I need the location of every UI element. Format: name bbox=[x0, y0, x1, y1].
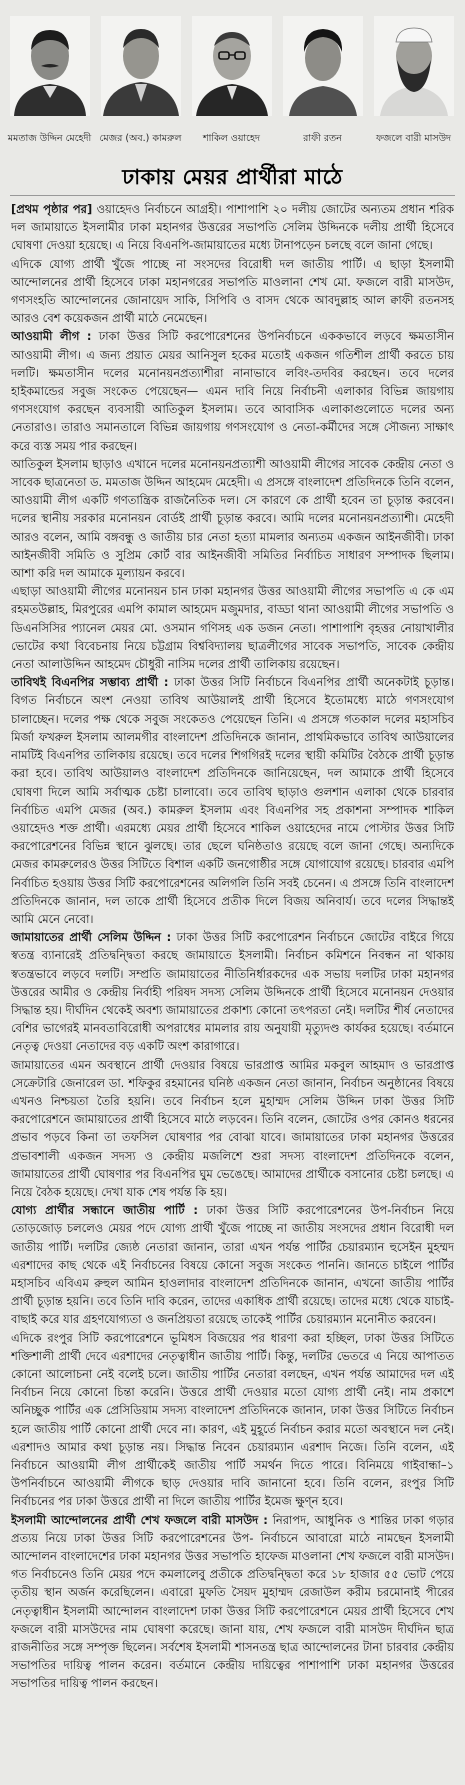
paragraph-heading: আওয়ামী লীগ : bbox=[11, 329, 92, 344]
divider bbox=[10, 195, 455, 196]
person-photo-icon bbox=[10, 16, 90, 116]
article-paragraph bbox=[11, 1511, 454, 1693]
paragraph-text: এদিকে যোগ্য প্রার্থী খুঁজে পাচ্ছে না সংসদের বিরোধী দল জাতীয় পার্টি। এ ছাড়া ইসলামী আন্দোলনের প্রার্থী হিসেবে ঢাকা মহানগরের সভাপতি মাওলানা শেখ মো. ফজলে বারী মাসউদ, গণসংহতি আন্দোলনের জোনায়েদ সাকি, সিপিবি ও বাসদ থেকে আবদুল্লাহ আল ক্বাফী রতনসহ আরও বেশ কয়েকজন প্রার্থী মাঠে নেমেছেন। bbox=[11, 256, 454, 326]
article-paragraph bbox=[11, 455, 454, 582]
paragraph-heading: যোগ্য প্রার্থীর সন্ধানে জাতীয় পার্টি : bbox=[11, 1203, 198, 1218]
person-photo-icon bbox=[101, 16, 181, 116]
candidate-card bbox=[4, 4, 95, 154]
article-paragraph bbox=[11, 1329, 454, 1511]
article-paragraph bbox=[11, 928, 454, 1055]
paragraph-heading: [প্রথম পৃষ্ঠার পর] bbox=[11, 202, 93, 216]
paragraph-text: ওয়াহেদও নির্বাচনে আগ্রহী। পাশাপাশি ২০ দলীয় জোটের অন্যতম প্রধান শরিক দল জামায়াতে ইসলামীর ঢাকা মহানগর উত্তরের সভাপতি সেলিম উদ্দিনকে দলীয় প্রার্থী হিসেবে ঘোষণা দেওয়া হয়েছে। এ নিয়ে বিএনপি-জামায়াতের মধ্যে টানাপড়েন চলছে বলে জানা গেছে। bbox=[11, 202, 454, 253]
paragraph-heading: জামায়াতের প্রার্থী সেলিম উদ্দিন : bbox=[11, 930, 172, 945]
person-photo-icon bbox=[283, 16, 363, 116]
paragraph-text: এদিকে রংপুর সিটি করপোরেশনে ভূমিধস বিজয়ের পর ধারণা করা হচ্ছিল, ঢাকা উত্তর সিটিতে শক্তিশালী প্রার্থী দেবে এরশাদের নেতৃত্বাধীন জাতীয় পার্টি। কিন্তু, দলটির ভেতরে এ নিয়ে আপাতত কোনো আলোচনা নেই বলেই চলে। জাতীয় পার্টির নেতারা বলছেন, এখন পর্যন্ত আমাদের দল এই নির্বাচন নিয়ে কোনো চিন্তা করেনি। উত্তরে প্রার্থী দেওয়ার মতো যোগ্য প্রার্থী নেই। নাম প্রকাশে অনিচ্ছুক পার্টির এক প্রেসিডিয়াম সদস্য বাংলাদেশ প্রতিদিনকে জানান, ঢাকা উত্তর সিটিতে নির্বাচন হলে জাতীয় পার্টি কোনো প্রার্থী দেবে না। কারণ, এই মুহূর্তে নির্বাচন করার মতো অবস্থানে দল নেই। এরশাদও আমার কথা চূড়ান্ত নয়। সিদ্ধান্ত নিবেন চেয়ারম্যান এরশাদ নিজে। তিনি বলেন, এই নির্বাচনে আওয়ামী লীগ প্রার্থীকেই জাতীয় পার্টি সমর্থন দিতে পারে। বিনিময়ে গাইবান্ধা–১ উপনির্বাচনে আওয়ামী লীগকে ছাড় দেওয়ার দাবি জানানো হবে। তিনি বলেন, রংপুর সিটি নির্বাচনের পর ঢাকা উত্তরে প্রার্থী না দিলে জাতীয় পার্টির ইমেজ ক্ষুণ্ন হবে। bbox=[11, 1330, 454, 1509]
candidate-card bbox=[186, 4, 277, 154]
article-paragraph bbox=[11, 582, 454, 673]
paragraph-text: ঢাকা উত্তর সিটি করপোরেশনের উপনির্বাচনে এককভাবে লড়বে ক্ষমতাসীন আওয়ামী লীগ। এ জন্য প্রয়াত মেয়র আনিসুল হকের মতোই একজন গতিশীল প্রার্থী করতে চায় দলটি। ক্ষমতাসীন দলের মনোনয়নপ্রত্যাশীরা নানাভাবে লবিং-তদবির করছেন। তবে দলের হাইকমান্ডের সবুজ সংকেত পেয়েছেন— এমন দাবি নিয়ে নির্বাচনী এলাকার বিভিন্ন জায়গায় গণসংযোগ করছেন ব্যবসায়ী আতিকুল ইসলাম। তবে আবাসিক এলাকাগুলোতে দলের অন্য নেতারাও। তারাও সমানতালে বিভিন্ন জায়গায় গণসংযোগ ও নেতা-কর্মীদের সঙ্গে সৌজন্য সাক্ষাৎ করে ব্যস্ত সময় পার করছেন। bbox=[11, 329, 454, 453]
person-photo-icon bbox=[192, 16, 272, 116]
paragraph-text: নিরাপদ, আধুনিক ও শান্তির ঢাকা গড়ার প্রত্যয় নিয়ে ঢাকা উত্তর সিটি করপোরেশনের উপ- নির্বাচনে আবারো মাঠে নামছেন ইসলামী আন্দোলন বাংলাদেশের ঢাকা মহানগর উত্তর সভাপতি হাফেজ মাওলানা শেখ ফজলে বারী মাসউদ। গত নির্বাচনেও তিনি মেয়র পদে কমলালেবু প্রতীকে প্রতিদ্বন্দ্বিতা করে ১৮ হাজার ৫৫ ভোট পেয়ে তৃতীয় স্থান অর্জন করেছিলেন। এবারো মুফতি সৈয়দ মুহাম্মদ রেজাউল করীম চরমোনাই পীরের নেতৃত্বাধীন ইসলামী আন্দোলন বাংলাদেশ ঢাকা উত্তর সিটি করপোরেশনে মেয়র প্রার্থী হিসেবে শেখ ফজলে বারী মাসউদের নাম ঘোষণা করেছে। জানা যায়, শেখ ফজলে বারী মাসউদ দীর্ঘদিন ছাত্র রাজনীতির সঙ্গে সম্পৃক্ত ছিলেন। সর্বশেষ ইসলামী শাসনতন্ত্র ছাত্র আন্দোলনের টানা চারবার কেন্দ্রীয় সভাপতির দায়িত্ব পালন করেন। বর্তমানে কেন্দ্রীয় দায়িত্বের পাশাপাশি ঢাকা মহানগর উত্তরের সভাপতির দায়িত্ব পালন করছেন। bbox=[11, 1512, 454, 1691]
paragraph-text: ঢাকা উত্তর সিটি নির্বাচনে বিএনপির প্রার্থী অনেকটাই চূড়ান্ত। বিগত নির্বাচনে অংশ নেওয়া তাবিথ আউয়ালই প্রার্থী হিসেবে ইতোমধ্যে মাঠে গণসংযোগ চালাচ্ছেন। দলের পক্ষ থেকে সবুজ সংকেতও পেয়েছেন তিনি। এ প্রসঙ্গে গতকাল দলের মহাসচিব মির্জা ফখরুল ইসলাম আলমগীর বাংলাদেশ প্রতিদিনকে জানান, প্রাথমিকভাবে তাবিথ আউয়ালের নামটিই বিএনপির তালিকায় রয়েছে। তবে দলের শিগগিরই দলের স্থায়ী কমিটির বৈঠকে প্রার্থী চূড়ান্ত করা হবে। তাবিথ আউয়ালও বাংলাদেশ প্রতিদিনকে জানিয়েছেন, দল আমাকে প্রার্থী হিসেবে ঘোষণা দিলে আমি সর্বাত্মক চেষ্টা চালাবো। তবে তাবিথ ছাড়াও গুলশান এলাকা থেকে চারবার নির্বাচিত এমপি মেজর (অব.) কামরুল ইসলাম এবং বিএনপির সহ প্রকাশনা সম্পাদক শাকিল ওয়াহেদও শক্ত প্রার্থী। এরমধ্যে মেয়র প্রার্থী হিসেবে শাকিল ওয়াহেদের নামে পোস্টার উত্তর সিটি করপোরেশনের বিভিন্ন স্থানে ঝুলছে। তার ছেলে ঘনিষ্ঠতাও রয়েছে বলে জানা গেছে। অন্যদিকে মেজর কামরুলেরও উত্তর সিটিতে বিশাল একটি জনগোষ্ঠীর সঙ্গে যোগাযোগ রয়েছে। চারবার এমপি নির্বাচিত হওয়ায় উত্তর সিটি করপোরেশনের অলিগলি তিনি সবই চেনেন। এ প্রসঙ্গে তিনি বাংলাদেশ প্রতিদিনকে জানান, দল তাকে প্রার্থী হিসেবে প্রতীক দিলে বিজয় অনিবার্য। তবে দলের সিদ্ধান্তই আমি মেনে নেবো। bbox=[11, 675, 454, 926]
article-paragraph bbox=[11, 1201, 454, 1328]
headline: ঢাকায় মেয়র প্রার্থীরা মাঠে bbox=[122, 165, 343, 189]
article-paragraph bbox=[11, 673, 454, 928]
article-paragraph bbox=[11, 200, 454, 255]
article-paragraph bbox=[11, 1056, 454, 1202]
article-paragraph bbox=[11, 327, 454, 454]
candidate-name: শাকিল ওয়াহেদ bbox=[203, 133, 260, 144]
paragraph-text: ঢাকা উত্তর সিটি করপোরেশন নির্বাচনে জোটের বাইরে গিয়ে স্বতন্ত্র ব্যানারেই প্রতিদ্বন্দ্বিতা করছে জামায়াতে ইসলামী। নির্বাচন কমিশনে নিবন্ধন না থাকায় স্বতন্ত্রভাবে লড়বে দলটি। সম্প্রতি জামায়াতের নীতিনির্ধারকদের এক সভায় দলটির ঢাকা মহানগর উত্তরের আমীর ও কেন্দ্রীয় নির্বাহী পরিষদ সদস্য সেলিম উদ্দিনকে প্রার্থী হিসেবে মনোনয়ন দেওয়ার সিদ্ধান্ত হয়। দীর্ঘদিন থেকেই অবশ্য জামায়াতের প্রকাশ্য কোনো তৎপরতা নেই। দলটির শীর্ষ নেতাদের বেশির ভাগেরই মানবতাবিরোধী অপরাধের মামলার রায় অনুযায়ী মৃত্যুদণ্ড কার্যকর হয়েছে। বর্তমানে নেতৃত্ব দেওয়া নেতাদের বড় একটি অংশ কারাগারে। bbox=[11, 930, 454, 1054]
candidate-card bbox=[277, 4, 368, 154]
candidate-card bbox=[95, 4, 186, 154]
article-body bbox=[11, 200, 454, 1780]
candidate-card bbox=[368, 4, 459, 154]
paragraph-text: ঢাকা উত্তর সিটি করপোরেশনের উপ-নির্বাচন নিয়ে তোড়জোড় চললেও মেয়র পদে যোগ্য প্রার্থী খুঁজে পাচ্ছে না জাতীয় সংসদের প্রধান বিরোধী দল জাতীয় পার্টি। দলটির জ্যেষ্ঠ নেতারা জানান, তারা এখন পর্যন্ত পার্টির চেয়ারম্যান হুসেইন মুহম্মদ এরশাদের কাছ থেকে এই নির্বাচনের বিষয়ে কোনো সবুজ সংকেত পাননি। জানতে চাইলে পার্টির মহাসচিব এবিএম রুহুল আমিন হাওলাদার বাংলাদেশ প্রতিদিনকে জানান, এখনো জাতীয় পার্টির প্রার্থী চূড়ান্ত হয়নি। তবে তিনি দাবি করেন, তাদের একাধিক প্রার্থী রয়েছে। তাদের মধ্যে থেকে যাচাই-বাছাই করে যার গ্রহণযোগ্যতা ও জনপ্রিয়তা রয়েছে তাকেই পার্টির চেয়ারম্যান মনোনীত করবেন। bbox=[11, 1203, 454, 1327]
candidate-name: রাফী রতন bbox=[303, 133, 342, 144]
candidate-photo-strip bbox=[4, 4, 461, 154]
paragraph-heading: ইসলামী আন্দোলনের প্রার্থী শেখ ফজলে বারী মাসউদ : bbox=[11, 1512, 268, 1527]
paragraph-text: জামায়াতের এমন অবস্থানে প্রার্থী দেওয়ার বিষয়ে ভারপ্রাপ্ত আমির মকবুল আহমাদ ও ভারপ্রাপ্ত সেক্রেটারি জেনারেল ডা. শফিকুর রহমানের ঘনিষ্ঠ একজন নেতা জানান, নির্বাচন অনুষ্ঠানের বিষয়ে এখনও নিশ্চয়তা তৈরি হয়নি। তবে নির্বাচন হলে মুহাম্মদ সেলিম উদ্দিন ঢাকা উত্তর সিটি করপোরেশনে জামায়াতের প্রার্থী হিসেবে মাঠে লড়বেন। তিনি বলেন, জোটের ওপর কোনও ধরনের প্রভাব পড়বে কিনা তা তফসিল ঘোষণার পর বোঝা যাবে। জামায়াতের ঢাকা মহানগর উত্তরের প্রভাবশালী একজন সদস্য ও কেন্দ্রীয় মজলিশে শুরা সদস্য বাংলাদেশ প্রতিদিনকে বলেন, জামায়াতের প্রার্থী ঘোষণার পর বিএনপির ঘুম ভেঙেছে। আমাদের প্রার্থীকে বসানোর চেষ্টা চলছে। এ নিয়ে বৈঠক হয়েছে। দেখা যাক শেষ পর্যন্ত কি হয়। bbox=[11, 1057, 454, 1199]
candidate-name: ফজলে বারী মাসউদ bbox=[375, 133, 452, 144]
candidate-name: মেজর (অব.) কামরুল bbox=[99, 133, 182, 144]
candidate-name: মমতাজ উদ্দিন মেহেদী bbox=[7, 133, 92, 144]
paragraph-heading: তাবিথই বিএনপির সম্ভাব্য প্রার্থী : bbox=[11, 675, 169, 690]
article-paragraph bbox=[11, 255, 454, 328]
person-photo-icon bbox=[374, 16, 454, 116]
paragraph-text: আতিকুল ইসলাম ছাড়াও এখানে দলের মনোনয়নপ্রত্যাশী আওয়ামী লীগের সাবেক কেন্দ্রীয় নেতা ও সাবেক ছাত্রনেতা ড. মমতাজ উদ্দিন আহমেদ মেহেদী। এ প্রসঙ্গে বাংলাদেশ প্রতিদিনকে তিনি বলেন, আওয়ামী লীগ একটি গণতান্ত্রিক রাজনৈতিক দল। সে কারণে কে প্রার্থী হবেন তা চূড়ান্ত করবেন। দলের স্থানীয় সরকার মনোনয়ন বোর্ডই প্রার্থী চূড়ান্ত করবে। আমি দলের মনোনয়নপ্রত্যাশী। মেহেদী আরও বলেন, আমি বঙ্গবন্ধু ও জাতীয় চার নেতা হত্যা মামলার অন্যতম একজন আইনজীবী। ঢাকা আইনজীবী সমিতি ও সুপ্রিম কোর্ট বার আইনজীবী সমিতির নির্বাচিত সাধারণ সম্পাদক ছিলাম। আশা করি দল আমাকে মূল্যায়ন করবে। bbox=[11, 456, 454, 581]
paragraph-text: এছাড়া আওয়ামী লীগের মনোনয়ন চান ঢাকা মহানগর উত্তর আওয়ামী লীগের সভাপতি এ কে এম রহমতউল্লাহ, মিরপুরের এমপি কামাল আহমেদ মজুমদার, বাড্ডা থানা আওয়ামী লীগের সভাপতি ও ডিএনসিসির প্যানেল মেয়র মো. ওসমান গণিসহ এক ডজন নেতা। পাশাপাশি বৃহত্তর নোয়াখালীর ভোটের কথা বিবেচনায় নিয়ে চট্টগ্রাম বিশ্ববিদ্যালয় ছাত্রলীগের সাবেক সভাপতি, সাবেক কেন্দ্রীয় নেতা আলাউদ্দিন আহমেদ চৌধুরী নাসিম দলের প্রার্থী তালিকায় রয়েছেন। bbox=[11, 584, 454, 672]
